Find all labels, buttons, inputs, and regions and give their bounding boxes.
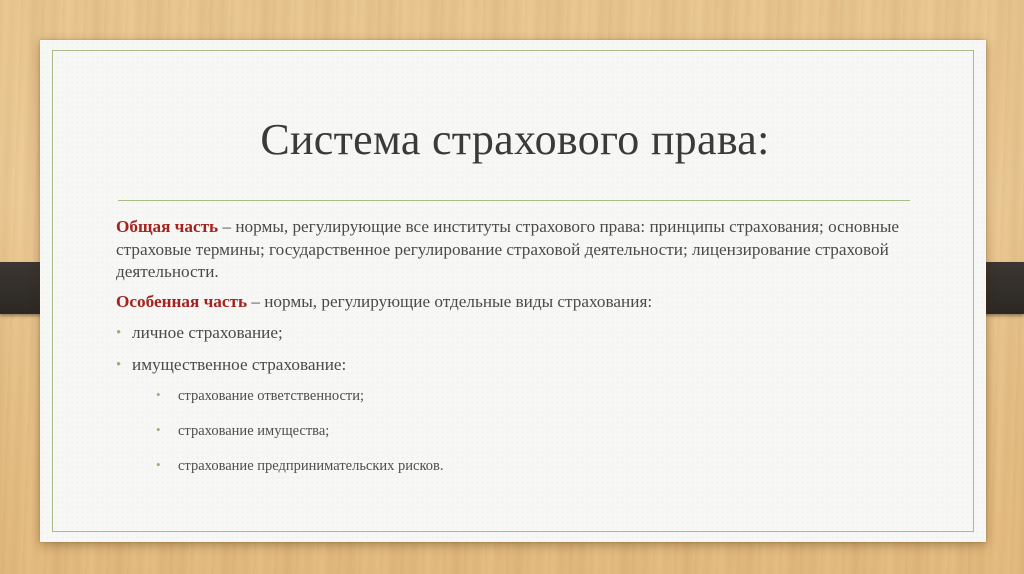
list-item [116,354,916,377]
sub-list-item-text: страхование предпринимательских рисков. [178,458,444,474]
bullet-icon: • [156,457,161,472]
slide-content [116,216,916,491]
sub-list-item [116,386,916,406]
bullet-icon: • [156,387,161,402]
sub-list [116,386,916,476]
bullet-icon: • [116,325,122,341]
special-part-text: – нормы, регулирующие отдельные виды страхования: [247,291,653,311]
special-part-term: Особенная часть [116,291,248,311]
bullet-icon: • [116,356,122,373]
slide-title: Система страхового права: [260,115,770,164]
list-item-text: имущественное страхование: [132,354,347,374]
sub-list-item-text: страхование ответственности; [178,388,365,404]
sub-list-item [116,456,916,476]
bullet-icon: • [156,422,161,437]
sub-list-item-text: страхование имущества; [178,423,330,439]
list-item [116,322,916,345]
sub-list-item [116,421,916,441]
title-divider [118,200,910,201]
special-part-paragraph [116,291,916,314]
slide [40,40,986,542]
general-part-term: Общая часть [116,217,219,236]
list-item-text: личное страхование; [132,323,283,342]
general-part-text: – нормы, регулирующие все институты страхового права: принципы страхования; основные страховые термины; государственное регулирование страховой деятельности; лицензирование страховой деятельности. [116,217,900,281]
general-part-paragraph [116,216,916,284]
